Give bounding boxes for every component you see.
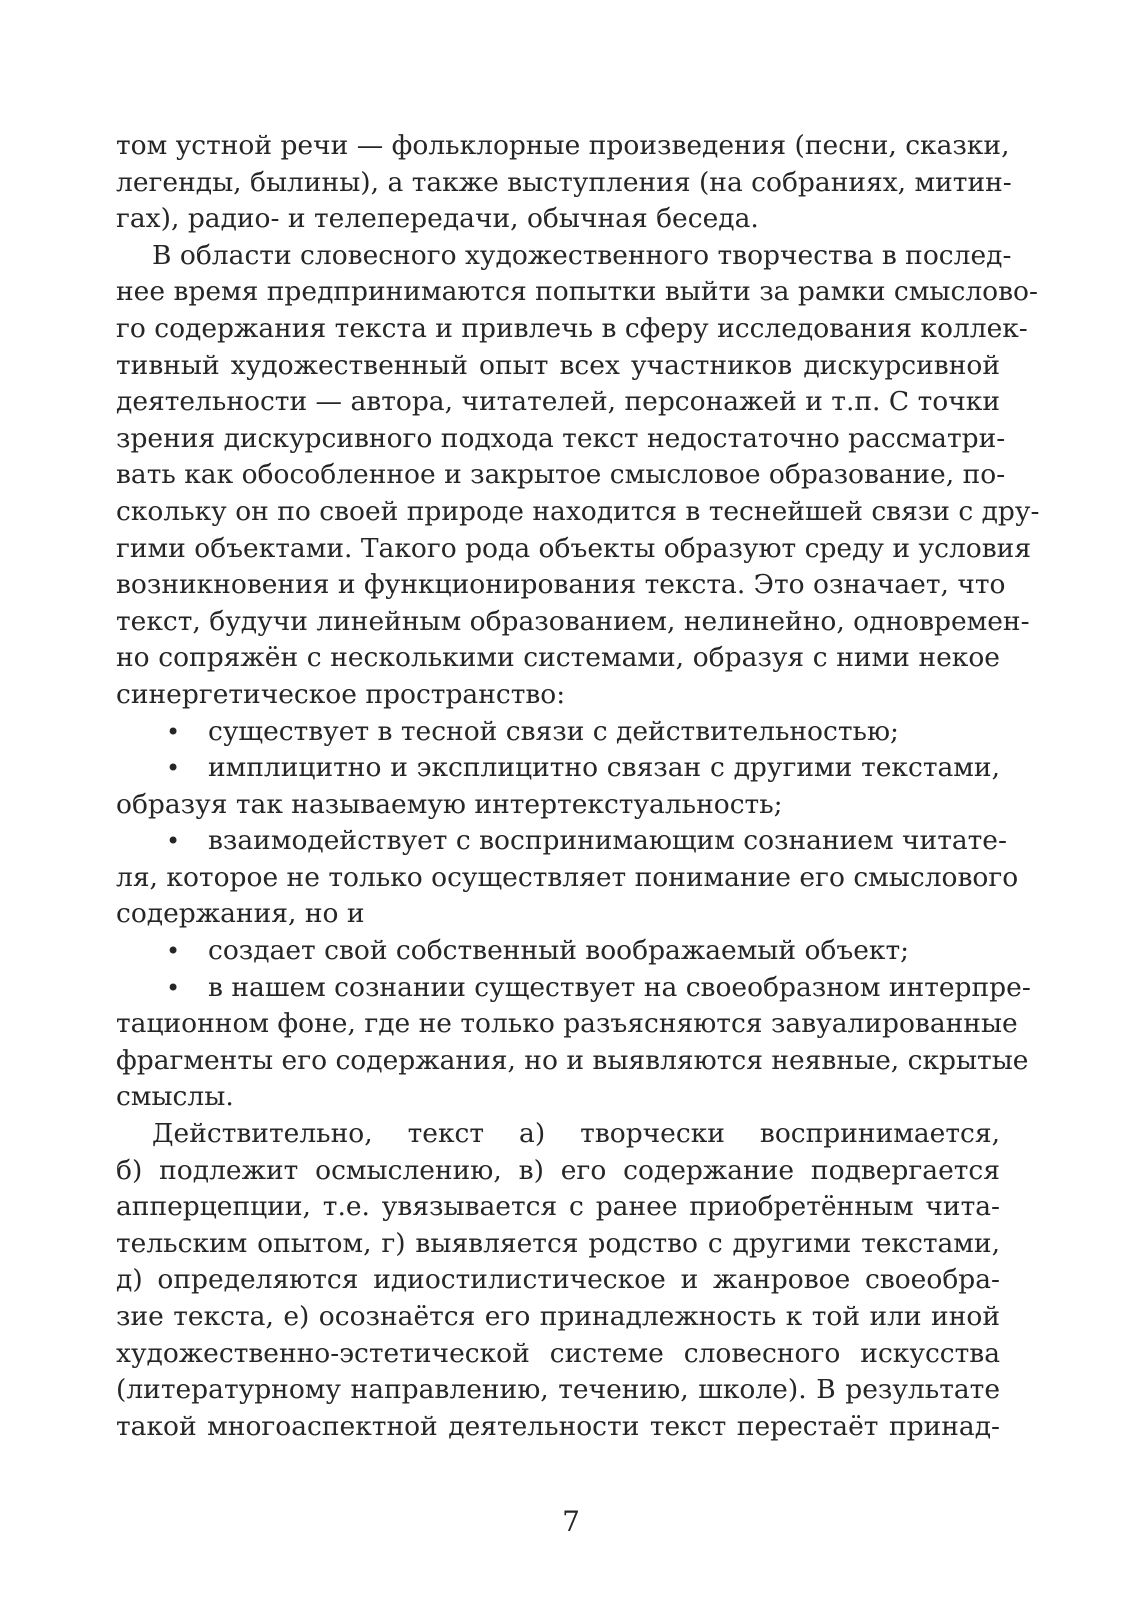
text-line: (литературному направлению, течению, школе). В результате (116, 1374, 1000, 1406)
text-line: возникновения и функционирования текста. Это означает, что (116, 569, 1006, 601)
text-line: но сопряжён с несколькими системами, образуя с ними некое (116, 642, 1000, 674)
bullet-icon: • (166, 827, 181, 856)
bullet-line (116, 970, 1031, 1007)
text-line: текст, будучи линейным образованием, нелинейно, одновремен- (116, 605, 1030, 637)
text-line: В области словесного художественного творчества в послед- (152, 239, 1012, 271)
body-text (116, 128, 1040, 1445)
bullet-line (116, 714, 1000, 751)
text-line: гими объектами. Такого рода объекты образуют среду и условия (116, 532, 1032, 564)
text-line: го содержания текста и привлечь в сферу исследования коллек- (116, 312, 1028, 344)
bullet-list (116, 714, 1031, 1117)
bullet-item-2 (116, 750, 1000, 823)
bullet-line (116, 823, 1007, 860)
bullet-item-5 (116, 970, 1031, 1116)
text-line: легенды, былины), а также выступления (на собраниях, митин- (116, 166, 1012, 198)
text-line: Действительно, текст а) творчески воспринимается, (152, 1118, 1000, 1150)
bullet-line (116, 933, 1000, 970)
text-line: гах), радио- и телепередачи, обычная беседа. (116, 203, 759, 235)
text-line: том устной речи — фольклорные произведения (песни, сказки, (116, 130, 1010, 161)
text-line: зие текста, е) осознаётся его принадлежность к той или иной (116, 1301, 1000, 1332)
paragraph-2 (116, 238, 1040, 714)
text-line: тивный художественный опыт всех участников дискурсивной (116, 349, 1000, 381)
text-line: вать как обособленное и закрытое смысловое образование, по- (116, 459, 1006, 491)
text-line: ля, которое не только осуществляет понимание его смыслового (116, 861, 1019, 893)
bullet-item-1 (116, 714, 1000, 751)
text-line: смыслы. (116, 1081, 234, 1113)
text-line: тационном фоне, где не только разъясняются завуалированные (116, 1008, 1018, 1040)
bullet-text: в нашем сознании существует на своеобразном интерпре- (208, 971, 1031, 1003)
bullet-text: существует в тесной связи с действительностью; (208, 715, 899, 747)
text-line: б) подлежит осмыслению, в) его содержание подвергается (116, 1154, 1000, 1186)
bullet-icon: • (166, 937, 181, 966)
text-line: нее время предпринимаются попытки выйти за рамки смыслово- (116, 276, 1038, 308)
text-line: д) определяются идиостилистическое и жанровое своеобра- (116, 1264, 1000, 1296)
bullet-text: взаимодействует с воспринимающим сознанием читате- (208, 825, 1007, 857)
paragraph-3 (116, 1116, 1000, 1445)
text-line: зрения дискурсивного подхода текст недостаточно рассматри- (116, 422, 1006, 454)
bullet-item-4 (116, 933, 1000, 970)
text-line: такой многоаспектной деятельности текст перестаёт принад- (116, 1410, 1000, 1442)
text-line: содержания, но и (116, 898, 365, 930)
text-line: апперцепции, т.е. увязывается с ранее приобретённым чита- (116, 1191, 1000, 1223)
text-line: художественно-эстетической системе словесного искусства (116, 1337, 1000, 1369)
paragraph-1 (116, 128, 1012, 238)
bullet-line (116, 750, 1000, 787)
text-line: скольку он по своей природе находится в теснейшей связи с дру- (116, 495, 1040, 527)
bullet-icon: • (166, 717, 181, 746)
text-line: деятельности — автора, читателей, персонажей и т.п. С точки (116, 386, 1000, 418)
bullet-icon: • (166, 973, 181, 1002)
text-line: фрагменты его содержания, но и выявляются неявные, скрытые (116, 1044, 1029, 1076)
bullet-text: создает свой собственный воображаемый объект; (208, 935, 910, 967)
text-line: образуя так называемую интертекстуальность; (116, 788, 783, 820)
text-line: синергетическое пространство: (116, 678, 566, 710)
bullet-icon: • (166, 754, 181, 783)
bullet-item-3 (116, 823, 1019, 933)
text-line: тельским опытом, г) выявляется родство с другими текстами, (116, 1227, 1000, 1259)
page-number: 7 (562, 1505, 580, 1538)
bullet-text: имплицитно и эксплицитно связан с другими текстами, (208, 752, 1000, 784)
